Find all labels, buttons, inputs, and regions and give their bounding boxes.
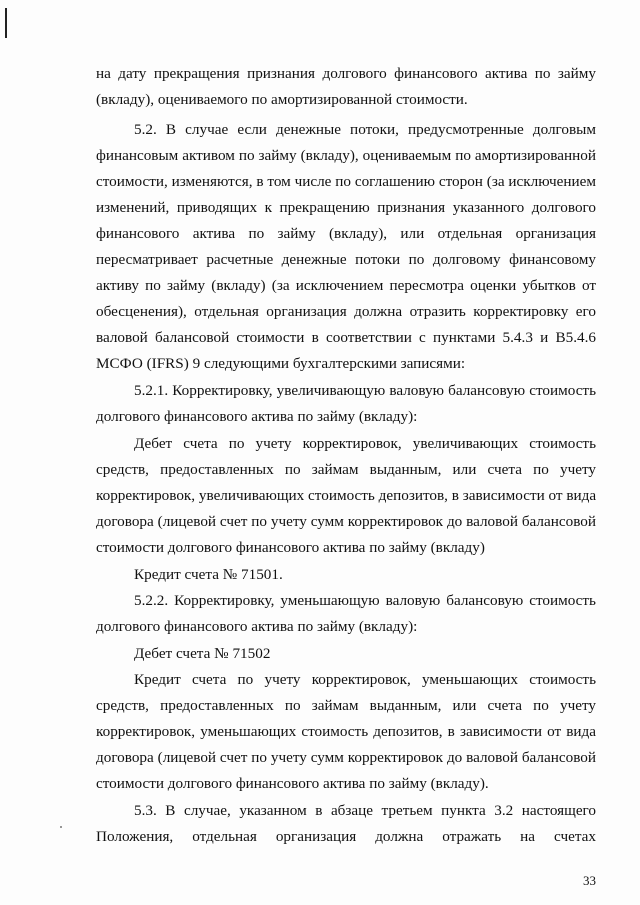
text-line: корректировок, уменьшающих стоимость депозитов, в зависимости от вида	[96, 723, 596, 740]
text-line: активу по займу (вкладу) (за исключением пересмотра оценки убытков от	[96, 277, 596, 294]
credit-entry: Кредит счета № 71501.	[134, 566, 283, 583]
text-line: договора (лицевой счет по учету сумм корректировок до валовой балансовой	[96, 749, 596, 766]
page-number: 33	[583, 873, 596, 888]
paragraph-5-2-2-start: 5.2.2. Корректировку, уменьшающую валовую балансовую стоимость	[134, 592, 596, 609]
text-line: корректировок, увеличивающих стоимость депозитов, в зависимости от вида	[96, 487, 597, 504]
paragraph-5-2-start: 5.2. В случае если денежные потоки, предусмотренные долговым	[134, 121, 596, 138]
debit-entry-start: Дебет счета по учету корректировок, увеличивающих стоимость	[134, 435, 596, 452]
text-line: финансовым активом по займу (вкладу), оцениваемым по амортизированной	[96, 147, 596, 164]
text-line: на дату прекращения признания долгового финансового актива по займу	[96, 65, 596, 82]
text-line: долгового финансового актива по займу (вкладу):	[96, 408, 418, 425]
text-line: валовой балансовой стоимости в соответствии с пунктами 5.4.3 и В5.4.6	[96, 329, 596, 346]
text-line: стоимости, изменяются, в том числе по соглашению сторон (за исключением	[96, 173, 596, 190]
text-line: МСФО (IFRS) 9 следующими бухгалтерскими записями:	[96, 355, 466, 372]
paragraph-5-3-start: 5.3. В случае, указанном в абзаце третьем пункта 3.2 настоящего	[134, 802, 596, 819]
text-line: договора (лицевой счет по учету сумм корректировок до валовой балансовой	[96, 513, 596, 530]
text-line: стоимости долгового финансового актива по займу (вкладу).	[96, 775, 489, 792]
debit-entry: Дебет счета № 71502	[134, 645, 271, 662]
credit-entry-start: Кредит счета по учету корректировок, уменьшающих стоимость	[134, 671, 596, 688]
text-line: средств, предоставленных по займам выданным, или счета по учету	[96, 461, 596, 478]
scan-margin-mark	[5, 8, 7, 38]
text-line: Положения, отдельная организация должна отражать на счетах	[96, 828, 596, 845]
text-line: долгового финансового актива по займу (вкладу):	[96, 618, 418, 635]
text-line: (вкладу), оцениваемого по амортизированной стоимости.	[96, 91, 468, 108]
text-line: обесценения), отдельная организация должна отразить корректировку его	[96, 303, 596, 320]
text-line: пересматривает расчетные денежные потоки по долговому финансовому	[96, 251, 596, 268]
paragraph-5-2-1-start: 5.2.1. Корректировку, увеличивающую валовую балансовую стоимость	[134, 382, 596, 399]
text-line: стоимости долгового финансового актива по займу (вкладу)	[96, 539, 485, 556]
text-line: изменений, приводящих к прекращению признания указанного долгового	[96, 199, 596, 216]
text-line: средств, предоставленных по займам выданным, или счета по учету	[96, 697, 596, 714]
scan-speck	[60, 826, 62, 828]
text-line: финансового актива по займу (вкладу), или отдельная организация	[96, 225, 596, 242]
